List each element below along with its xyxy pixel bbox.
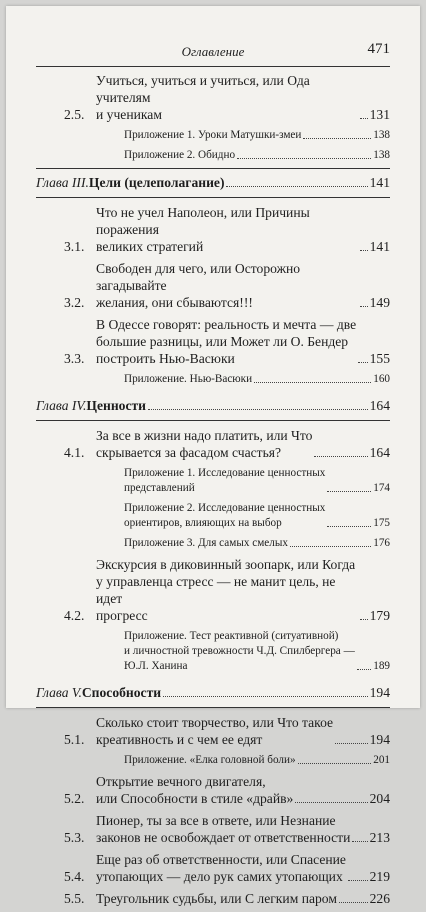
- chapter-name: Способности: [81, 685, 162, 700]
- running-title: Оглавление: [181, 44, 245, 59]
- appendix-page: 201: [373, 754, 390, 766]
- toc-section: [36, 316, 390, 367]
- appendix-title: Приложение 1. Уроки Матушки-змеи: [124, 129, 302, 141]
- toc-section: [36, 851, 390, 885]
- appendix-page: 160: [373, 373, 390, 385]
- page-header: [36, 26, 390, 67]
- section-number: 5.5.: [64, 891, 85, 906]
- section-page: 131: [369, 107, 390, 122]
- toc-section: [36, 204, 390, 255]
- section-number: 4.2.: [64, 608, 85, 623]
- section-title: Сколько стоит творчество, или Что такое креативность и с чем ее едят: [96, 715, 334, 747]
- section-title: За все в жизни надо платить, или Что скрывается за фасадом счастья?: [96, 428, 313, 460]
- toc-section: [36, 812, 390, 846]
- leader-dots: [298, 763, 372, 764]
- appendix-title: Приложение. «Елка головной боли»: [124, 754, 296, 766]
- toc-appendix: [36, 148, 390, 163]
- section-number: 3.2.: [64, 295, 85, 310]
- appendix-title: Приложение. Тест реактивной (ситуативной) и личностной тревожности Ч.Д. Спилбергера — Ю.Л. Ханина: [124, 630, 355, 672]
- chapter-line: [36, 174, 390, 191]
- appendix-page: 138: [373, 149, 390, 161]
- section-page: 155: [369, 351, 390, 366]
- chapter-name: Ценности: [86, 398, 147, 413]
- chapter-page: 164: [369, 398, 390, 413]
- leader-dots: [237, 158, 371, 159]
- toc-section: [36, 714, 390, 748]
- section-number: 3.1.: [64, 239, 85, 254]
- leader-dots: [290, 546, 371, 547]
- chapter-name: Цели (целеполагание): [88, 175, 225, 190]
- appendix-line: [124, 536, 390, 551]
- toc-appendix: [36, 501, 390, 531]
- leader-dots: [148, 409, 368, 410]
- section-page: 179: [369, 608, 390, 623]
- leader-dots: [314, 456, 367, 457]
- leader-dots: [357, 669, 371, 670]
- toc-section: [36, 427, 390, 461]
- section-page: 164: [369, 445, 390, 460]
- appendix-line: [124, 372, 390, 387]
- toc-chapter: [36, 168, 390, 198]
- section-page: 219: [369, 869, 390, 884]
- leader-dots: [327, 526, 371, 527]
- chapter-label: Глава IV.: [36, 398, 87, 413]
- section-line: [96, 316, 390, 367]
- section-page: 204: [369, 791, 390, 806]
- section-title: Учиться, учиться и учиться, или Ода учителям и ученикам: [96, 73, 310, 122]
- appendix-page: 138: [373, 129, 390, 141]
- toc-appendix: [36, 536, 390, 551]
- appendix-page: 175: [373, 517, 390, 529]
- toc-appendix: [36, 629, 390, 674]
- section-title: Еще раз об ответственности, или Спасение утопающих — дело рук самих утопающих: [96, 852, 346, 884]
- chapter-label: Глава III.: [36, 175, 89, 190]
- section-page: 149: [369, 295, 390, 310]
- section-page: 194: [369, 732, 390, 747]
- leader-dots: [360, 619, 368, 620]
- section-line: [96, 773, 390, 807]
- toc-section: [36, 773, 390, 807]
- toc-section: [36, 890, 390, 907]
- section-line: [96, 204, 390, 255]
- appendix-title: Приложение 1. Исследование ценностных представлений: [124, 467, 326, 494]
- section-title: Свободен для чего, или Осторожно загадывайте желания, они сбываются!!!: [96, 261, 301, 310]
- leader-dots: [254, 382, 371, 383]
- section-line: [96, 890, 390, 907]
- leader-dots: [327, 491, 371, 492]
- section-page: 141: [369, 239, 390, 254]
- section-line: [96, 851, 390, 885]
- leader-dots: [360, 118, 368, 119]
- section-title: Пионер, ты за все в ответе, или Незнание законов не освобождает от ответственности: [96, 813, 351, 845]
- toc-chapter: [36, 392, 390, 421]
- section-number: 5.2.: [64, 791, 85, 806]
- appendix-line: [124, 753, 390, 768]
- section-page: 213: [369, 830, 390, 845]
- appendix-title: Приложение. Нью-Васюки: [124, 373, 253, 385]
- appendix-title: Приложение 2. Исследование ценностных ориентиров, влияющих на выбор: [124, 502, 326, 529]
- section-page: 226: [369, 891, 390, 906]
- section-title: Экскурсия в диковинный зоопарк, или Когда у управленца стресс — не манит цель, не идет прогресс: [96, 557, 356, 623]
- leader-dots: [226, 186, 367, 187]
- chapter-line: [36, 397, 390, 414]
- leader-dots: [360, 250, 368, 251]
- page-number: 471: [367, 41, 390, 57]
- toc-section: [36, 556, 390, 624]
- appendix-line: [124, 501, 390, 531]
- section-title: Что не учел Наполеон, или Причины поражения великих стратегий: [96, 205, 310, 254]
- section-line: [96, 812, 390, 846]
- appendix-page: 189: [373, 660, 390, 672]
- section-number: 3.3.: [64, 351, 85, 366]
- table-of-contents: [36, 72, 390, 912]
- appendix-page: 174: [373, 482, 390, 494]
- section-line: [96, 714, 390, 748]
- section-line: [96, 556, 390, 624]
- leader-dots: [348, 880, 368, 881]
- section-line: [96, 427, 390, 461]
- section-number: 5.4.: [64, 869, 85, 884]
- toc-section: [36, 260, 390, 311]
- chapter-label: Глава V.: [36, 685, 82, 700]
- leader-dots: [295, 802, 367, 803]
- toc-appendix: [36, 466, 390, 496]
- section-title: Треугольник судьбы, или С легким паром: [96, 891, 337, 906]
- toc-appendix: [36, 128, 390, 143]
- appendix-line: [124, 466, 390, 496]
- appendix-line: [124, 128, 390, 143]
- section-number: 2.5.: [64, 107, 85, 122]
- leader-dots: [335, 743, 368, 744]
- appendix-title: Приложение 3. Для самых смелых: [124, 537, 288, 549]
- leader-dots: [303, 138, 371, 139]
- leader-dots: [163, 696, 368, 697]
- leader-dots: [358, 362, 367, 363]
- book-page: [6, 6, 420, 906]
- toc-appendix: [36, 372, 390, 387]
- section-number: 5.3.: [64, 830, 85, 845]
- leader-dots: [352, 841, 367, 842]
- appendix-line: [124, 148, 390, 163]
- toc-chapter: [36, 679, 390, 708]
- appendix-page: 176: [373, 537, 390, 549]
- leader-dots: [360, 306, 368, 307]
- toc-appendix: [36, 753, 390, 768]
- appendix-title: Приложение 2. Обидно: [124, 149, 236, 161]
- leader-dots: [339, 902, 368, 903]
- appendix-line: [124, 629, 390, 674]
- section-title: В Одессе говорят: реальность и мечта — две большие разницы, или Может ли О. Бендер построить Нью-Васюки: [96, 317, 357, 366]
- chapter-page: 194: [369, 685, 390, 700]
- chapter-line: [36, 684, 390, 701]
- section-line: [96, 72, 390, 123]
- section-line: [96, 260, 390, 311]
- section-title: Открытие вечного двигателя, или Способности в стиле «драйв»: [96, 774, 294, 806]
- section-number: 4.1.: [64, 445, 85, 460]
- section-number: 5.1.: [64, 732, 85, 747]
- chapter-page: 141: [369, 175, 390, 190]
- toc-section: [36, 72, 390, 123]
